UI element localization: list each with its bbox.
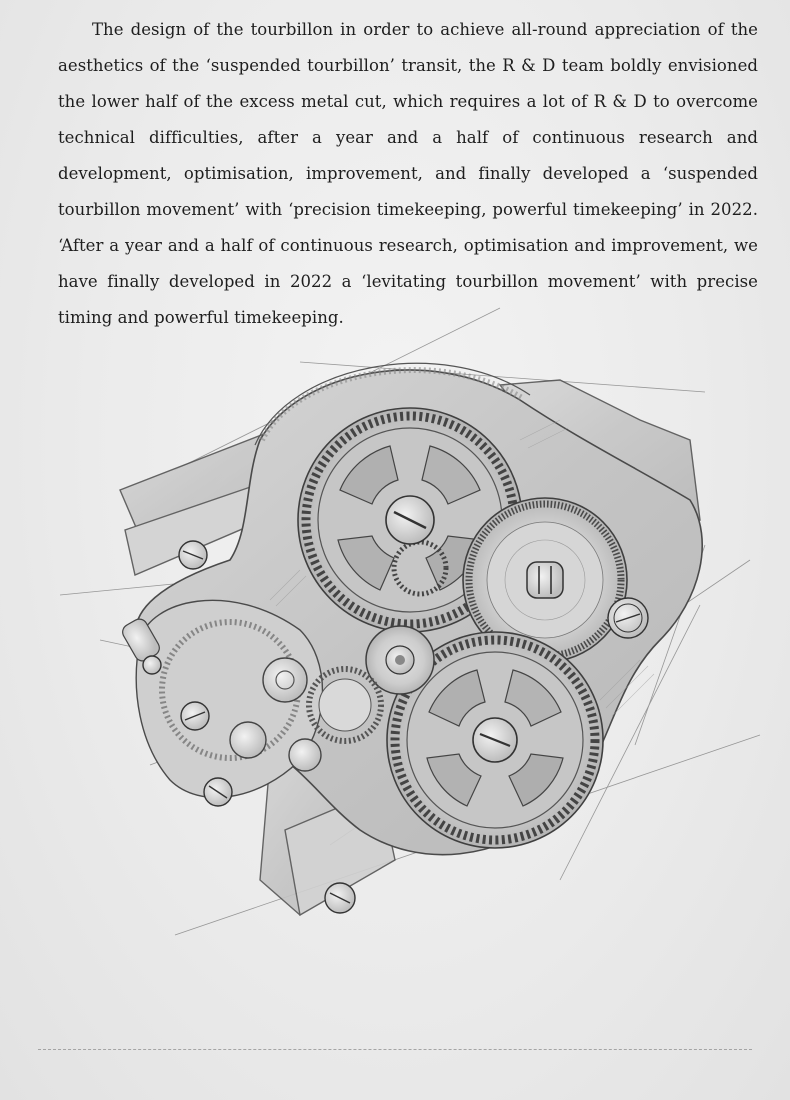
dashed-divider bbox=[38, 1049, 752, 1050]
tourbillon-sketch-illustration bbox=[0, 290, 790, 970]
left-subassembly bbox=[120, 600, 323, 797]
intro-paragraph: The design of the tourbillon in order to achieve all-round appreciation of the aesthetics of the ‘suspended tourbillon’ transit, the R & D team boldly envisioned the lower half of the excess metal cut, which requires a lot of R & D to overcome technical difficulties, after a year and a half of continuous research and development, optimisation, improvement, and finally developed a ‘suspended tourbillon movement’ with ‘precision timekeeping, powerful timekeeping’ in 2022. ‘After a year and a half of continuous research, optimisation and improvement, we have finally developed in 2022 a ‘levitating tourbillon movement’ with precise timing and powerful timekeeping. bbox=[58, 20, 758, 327]
